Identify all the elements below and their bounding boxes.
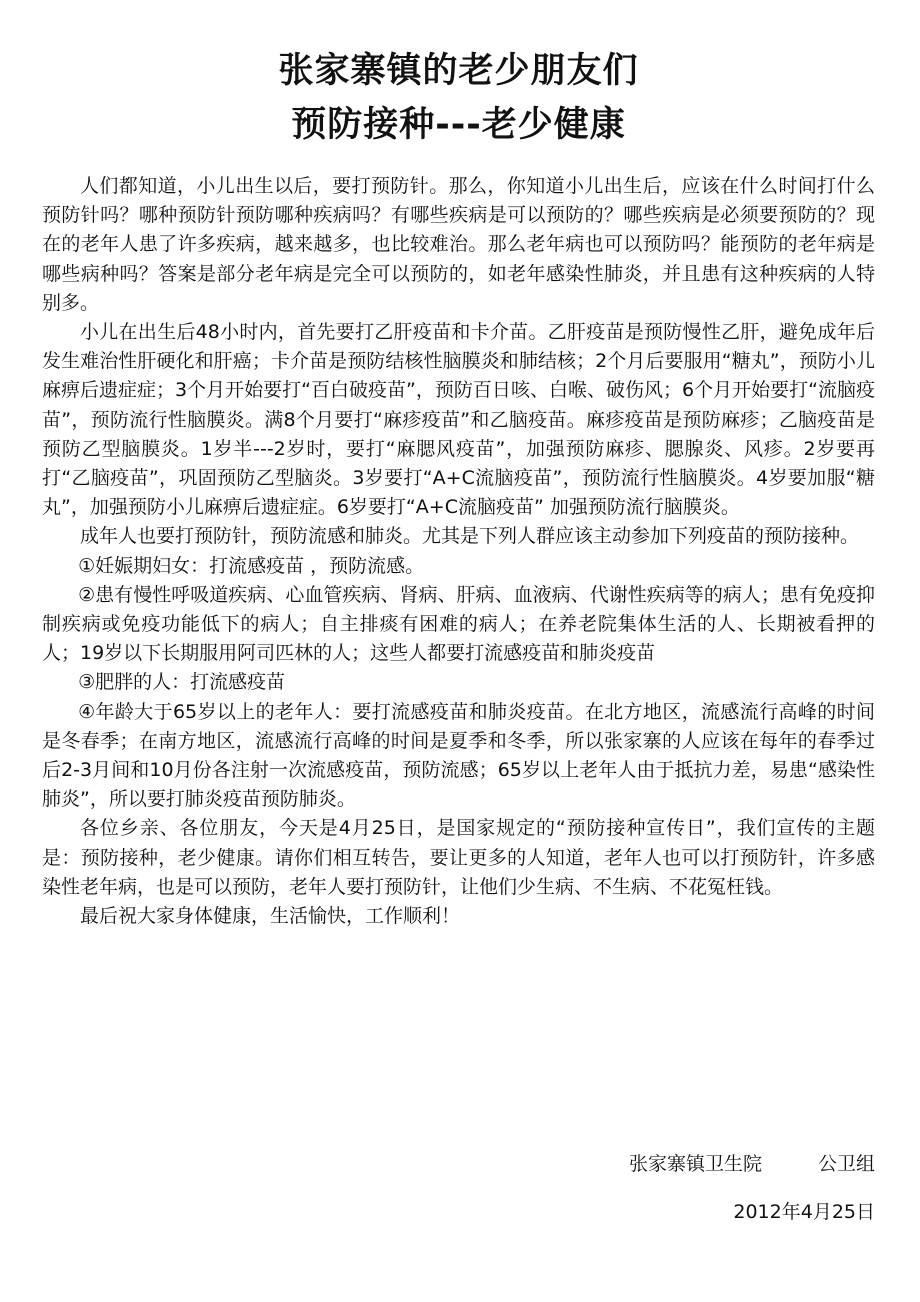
title-block	[42, 44, 875, 152]
paragraph-wishes: 最后祝大家身体健康，生活愉快，工作顺利！	[80, 905, 461, 928]
list-item-chronic-disease: ②患有慢性呼吸道疾病、心血管疾病、肾病、肝病、血液病、代谢性疾病等的病人；患有免疫抑制疾病或免疫功能低下的病人；自主排痰有困难的病人；在养老院集体生活的人、长期被看押的人；19岁以下长期服用阿司匹林的人；这些人都要打流感疫苗和肺炎疫苗	[42, 583, 875, 665]
paragraph-adult-vaccines: 成年人也要打预防针，预防流感和肺炎。尤其是下列人群应该主动参加下列疫苗的预防接种。	[80, 525, 860, 548]
list-item-pregnant: ①妊娠期妇女：打流感疫苗 ，预防流感。	[78, 554, 425, 577]
signature-organization: 张家寨镇卫生院	[628, 1153, 762, 1175]
title-line-1: 张家寨镇的老少朋友们	[278, 51, 639, 91]
title-line-2: 预防接种---老少健康	[291, 105, 626, 145]
signature-date: 2012年4月25日	[733, 1201, 875, 1223]
paragraph-appeal: 各位乡亲、各位朋友，今天是4月25日，是国家规定的“预防接种宣传日”，我们宣传的主题是：预防接种，老少健康。请你们相互转告，要让更多的人知道，老年人也可以打预防针，许多感染性老年病，也是可以预防，老年人要打预防针，让他们少生病、不生病、不花冤枉钱。	[42, 817, 875, 898]
list-item-obese: ③肥胖的人：打流感疫苗	[78, 671, 286, 694]
paragraph-intro: 人们都知道，小儿出生以后，要打预防针。那么，你知道小儿出生后，应该在什么时间打什么预防针吗？哪种预防针预防哪种疾病吗？有哪些疾病是可以预防的？哪些疾病是必须要预防的？现在的老年人患了许多疾病，越来越多，也比较难治。那么老年病也可以预防吗？能预防的老年病是哪些病种吗？答案是部分老年病是完全可以预防的，如老年感染性肺炎，并且患有这种疾病的人特别多。	[42, 175, 875, 314]
list-item-elderly: ④年龄大于65岁以上的老年人：要打流感疫苗和肺炎疫苗。在北方地区，流感流行高峰的时间是冬春季；在南方地区，流感流行高峰的时间是夏季和冬季，所以张家寨的人应该在每年的春季过后2-3月间和10月份各注射一次流感疫苗，预防流感；65岁以上老年人由于抵抗力差，易患“感染性肺炎”，所以要打肺炎疫苗预防肺炎。	[42, 700, 875, 811]
signature	[629, 1150, 875, 1179]
paragraph-child-vaccines: 小儿在出生后48小时内，首先要打乙肝疫苗和卡介苗。乙肝疫苗是预防慢性乙肝，避免成年后发生难治性肝硬化和肝癌；卡介苗是预防结核性脑膜炎和肺结核；2个月后要服用“糖丸”，预防小儿麻痹后遗症症；3个月开始要打“百白破疫苗”，预防百日咳、白喉、破伤风；6个月开始要打“流脑疫苗”，预防流行性脑膜炎。满8个月要打“麻疹疫苗”和乙脑疫苗。麻疹疫苗是预防麻疹；乙脑疫苗是预防乙型脑膜炎。1岁半---2岁时，要打“麻腮风疫苗”，加强预防麻疹、腮腺炎、风疹。2岁要再打“乙脑疫苗”，巩固预防乙型脑炎。3岁要打“A+C流脑疫苗”，预防流行性脑膜炎。4岁要加服“糖丸”，加强预防小儿麻痹后遗症症。6岁要打“A+C流脑疫苗” 加强预防流行脑膜炎。	[42, 321, 875, 519]
signature-department: 公卫组	[817, 1153, 875, 1175]
